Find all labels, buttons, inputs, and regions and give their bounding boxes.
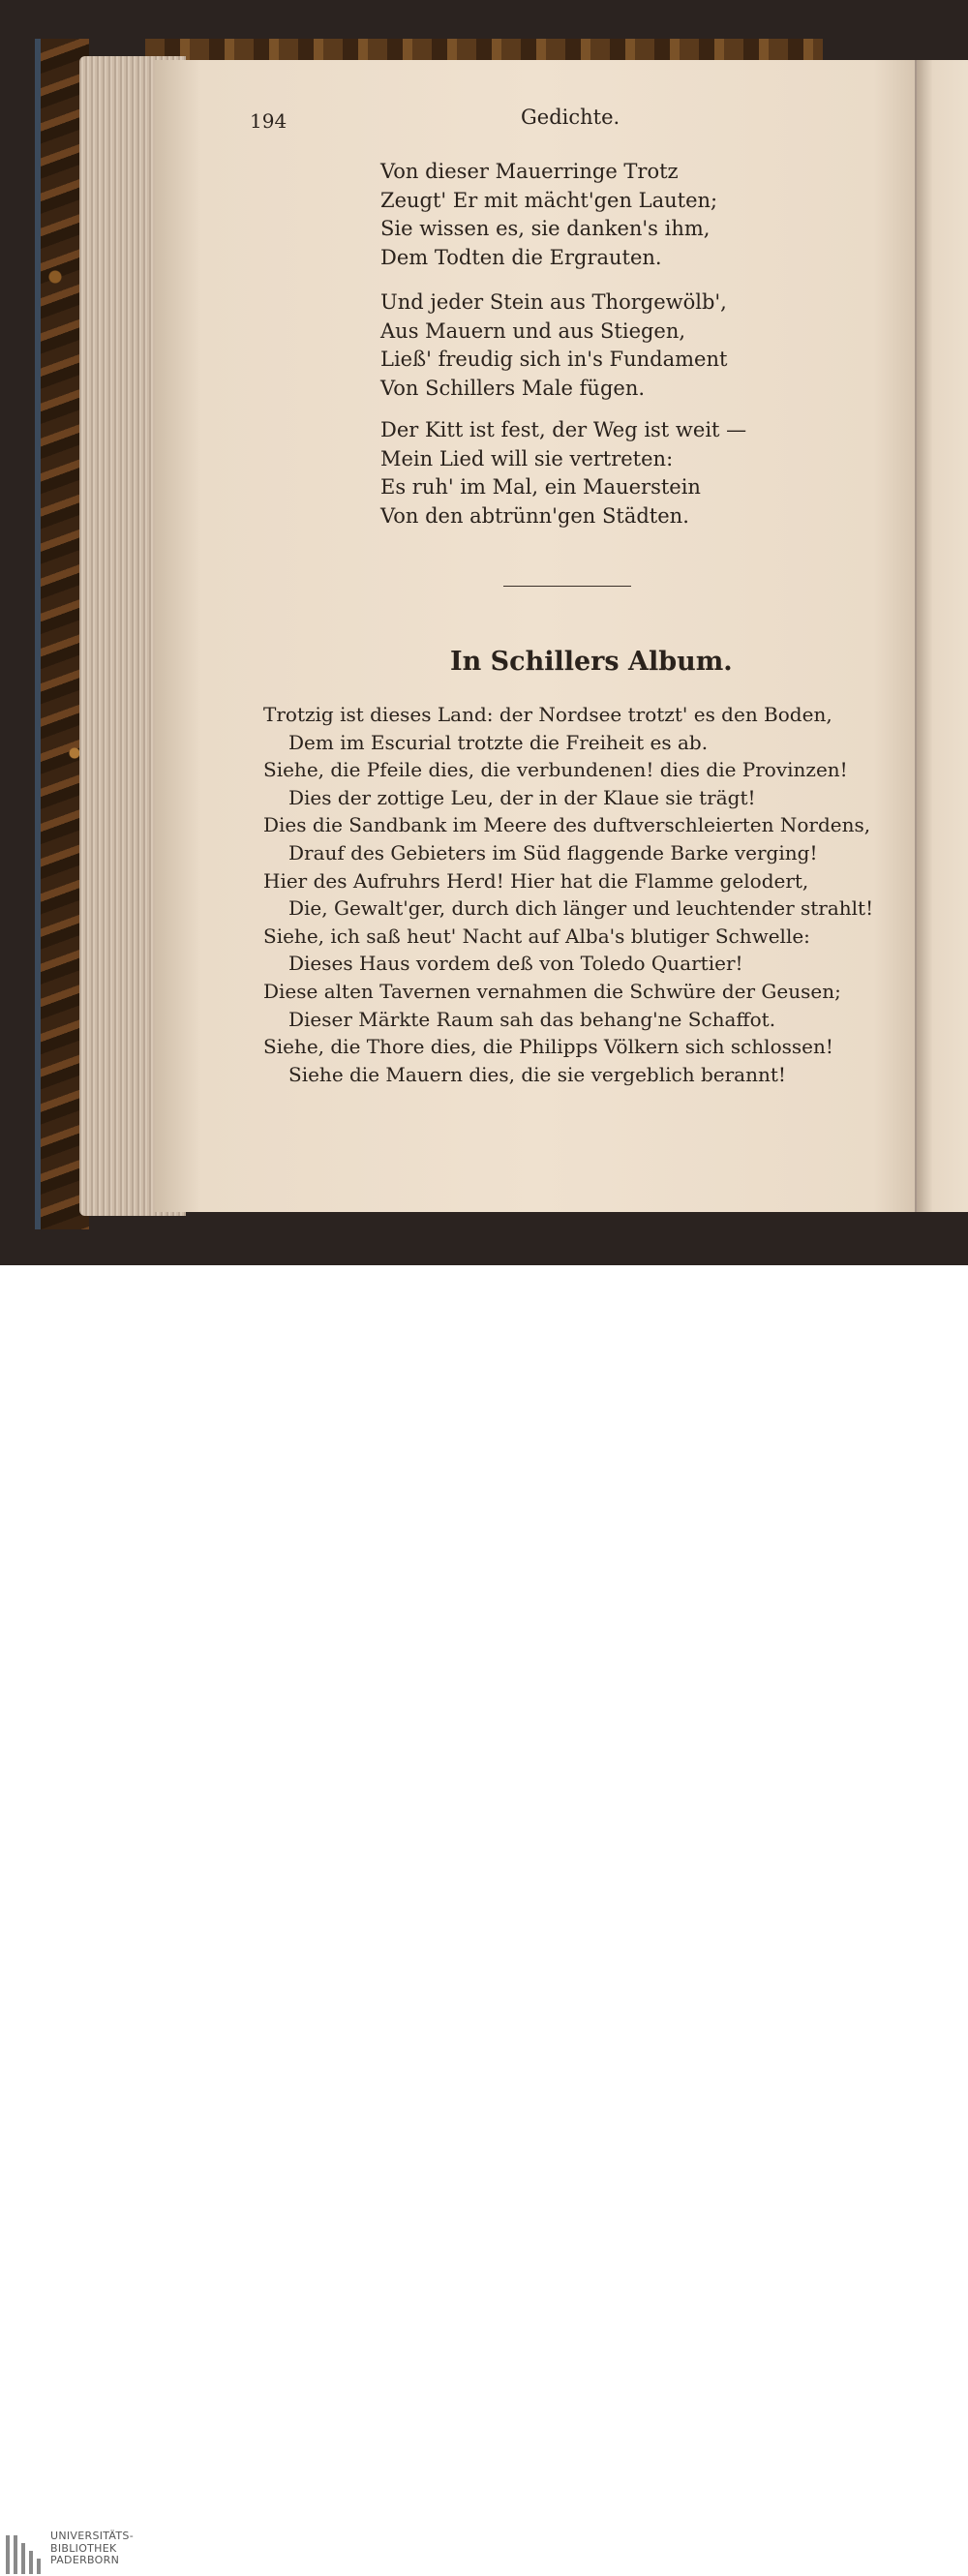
library-name-line: UNIVERSITÄTS- xyxy=(50,2530,134,2542)
book-scan xyxy=(0,0,968,1265)
facing-page-edge xyxy=(915,60,968,1212)
library-name-line: BIBLIOTHEK xyxy=(50,2541,117,2555)
verse-line: Siehe, die Thore dies, die Philipps Völkern sich schlossen! xyxy=(263,1035,833,1059)
verse-line: Der Kitt ist fest, der Weg ist weit — xyxy=(380,418,747,441)
verse-line: Dieses Haus vordem deß von Toledo Quartier! xyxy=(288,952,743,976)
verse-line: Dem Todten die Ergrauten. xyxy=(380,245,662,269)
verse-line: Drauf des Gebieters im Süd flaggende Barke verging! xyxy=(288,840,818,864)
stanza-1 xyxy=(380,158,717,272)
verse-line: Ließ' freudig sich in's Fundament xyxy=(380,348,728,371)
poem-title: In Schillers Album. xyxy=(450,647,733,677)
library-name-line: PADERBORN xyxy=(50,2554,120,2566)
verse-line: Mein Lied will sie vertreten: xyxy=(380,446,674,470)
verse-line: Siehe, ich saß heut' Nacht auf Alba's blutiger Schwelle: xyxy=(263,924,810,948)
verse-line: Aus Mauern und aus Stiegen, xyxy=(380,318,686,343)
section-divider xyxy=(503,586,631,587)
verse-line: Dies die Sandbank im Meere des duftverschleierten Nordens, xyxy=(263,813,871,837)
verse-line: Es ruh' im Mal, ein Mauerstein xyxy=(380,475,701,499)
book-cover-top xyxy=(145,39,823,62)
library-name xyxy=(50,2531,134,2567)
footer-bar xyxy=(0,1265,968,2566)
page-number: 194 xyxy=(250,109,287,133)
verse-line: Die, Gewalt'ger, durch dich länger und leuchtender strahlt! xyxy=(288,896,874,921)
verse-line: Von dieser Mauerringe Trotz xyxy=(380,160,679,183)
verse-line: Dies der zottige Leu, der in der Klaue sie trägt! xyxy=(288,785,756,809)
stanza-2 xyxy=(380,288,727,403)
verse-line: Und jeder Stein aus Thorgewölb', xyxy=(380,290,727,314)
verse-line: Diese alten Tavernen vernahmen die Schwüre der Geusen; xyxy=(263,979,841,1003)
verse-line: Sie wissen es, sie danken's ihm, xyxy=(380,217,711,240)
library-logo-icon xyxy=(6,2533,45,2576)
verse-line: Siehe, die Pfeile dies, die verbundenen! dies die Provinzen! xyxy=(263,758,848,782)
verse-line: Zeugt' Er mit mächt'gen Lauten; xyxy=(380,188,718,212)
verse-line: Von den abtrünn'gen Städten. xyxy=(380,503,689,528)
poem-body xyxy=(263,701,873,1088)
verse-line: Dem im Escurial trotzte die Freiheit es ab. xyxy=(288,730,709,754)
stanza-3 xyxy=(380,416,746,530)
verse-line: Siehe die Mauern dies, die sie vergeblich berannt! xyxy=(288,1062,786,1086)
verse-line: Dieser Märkte Raum sah das behang'ne Schaffot. xyxy=(288,1007,776,1031)
verse-line: Trotzig ist dieses Land: der Nordsee trotzt' es den Boden, xyxy=(263,703,832,726)
verse-line: Von Schillers Male fügen. xyxy=(380,376,646,400)
running-head: Gedichte. xyxy=(521,106,620,129)
verse-line: Hier des Aufruhrs Herd! Hier hat die Flamme gelodert, xyxy=(263,868,809,893)
